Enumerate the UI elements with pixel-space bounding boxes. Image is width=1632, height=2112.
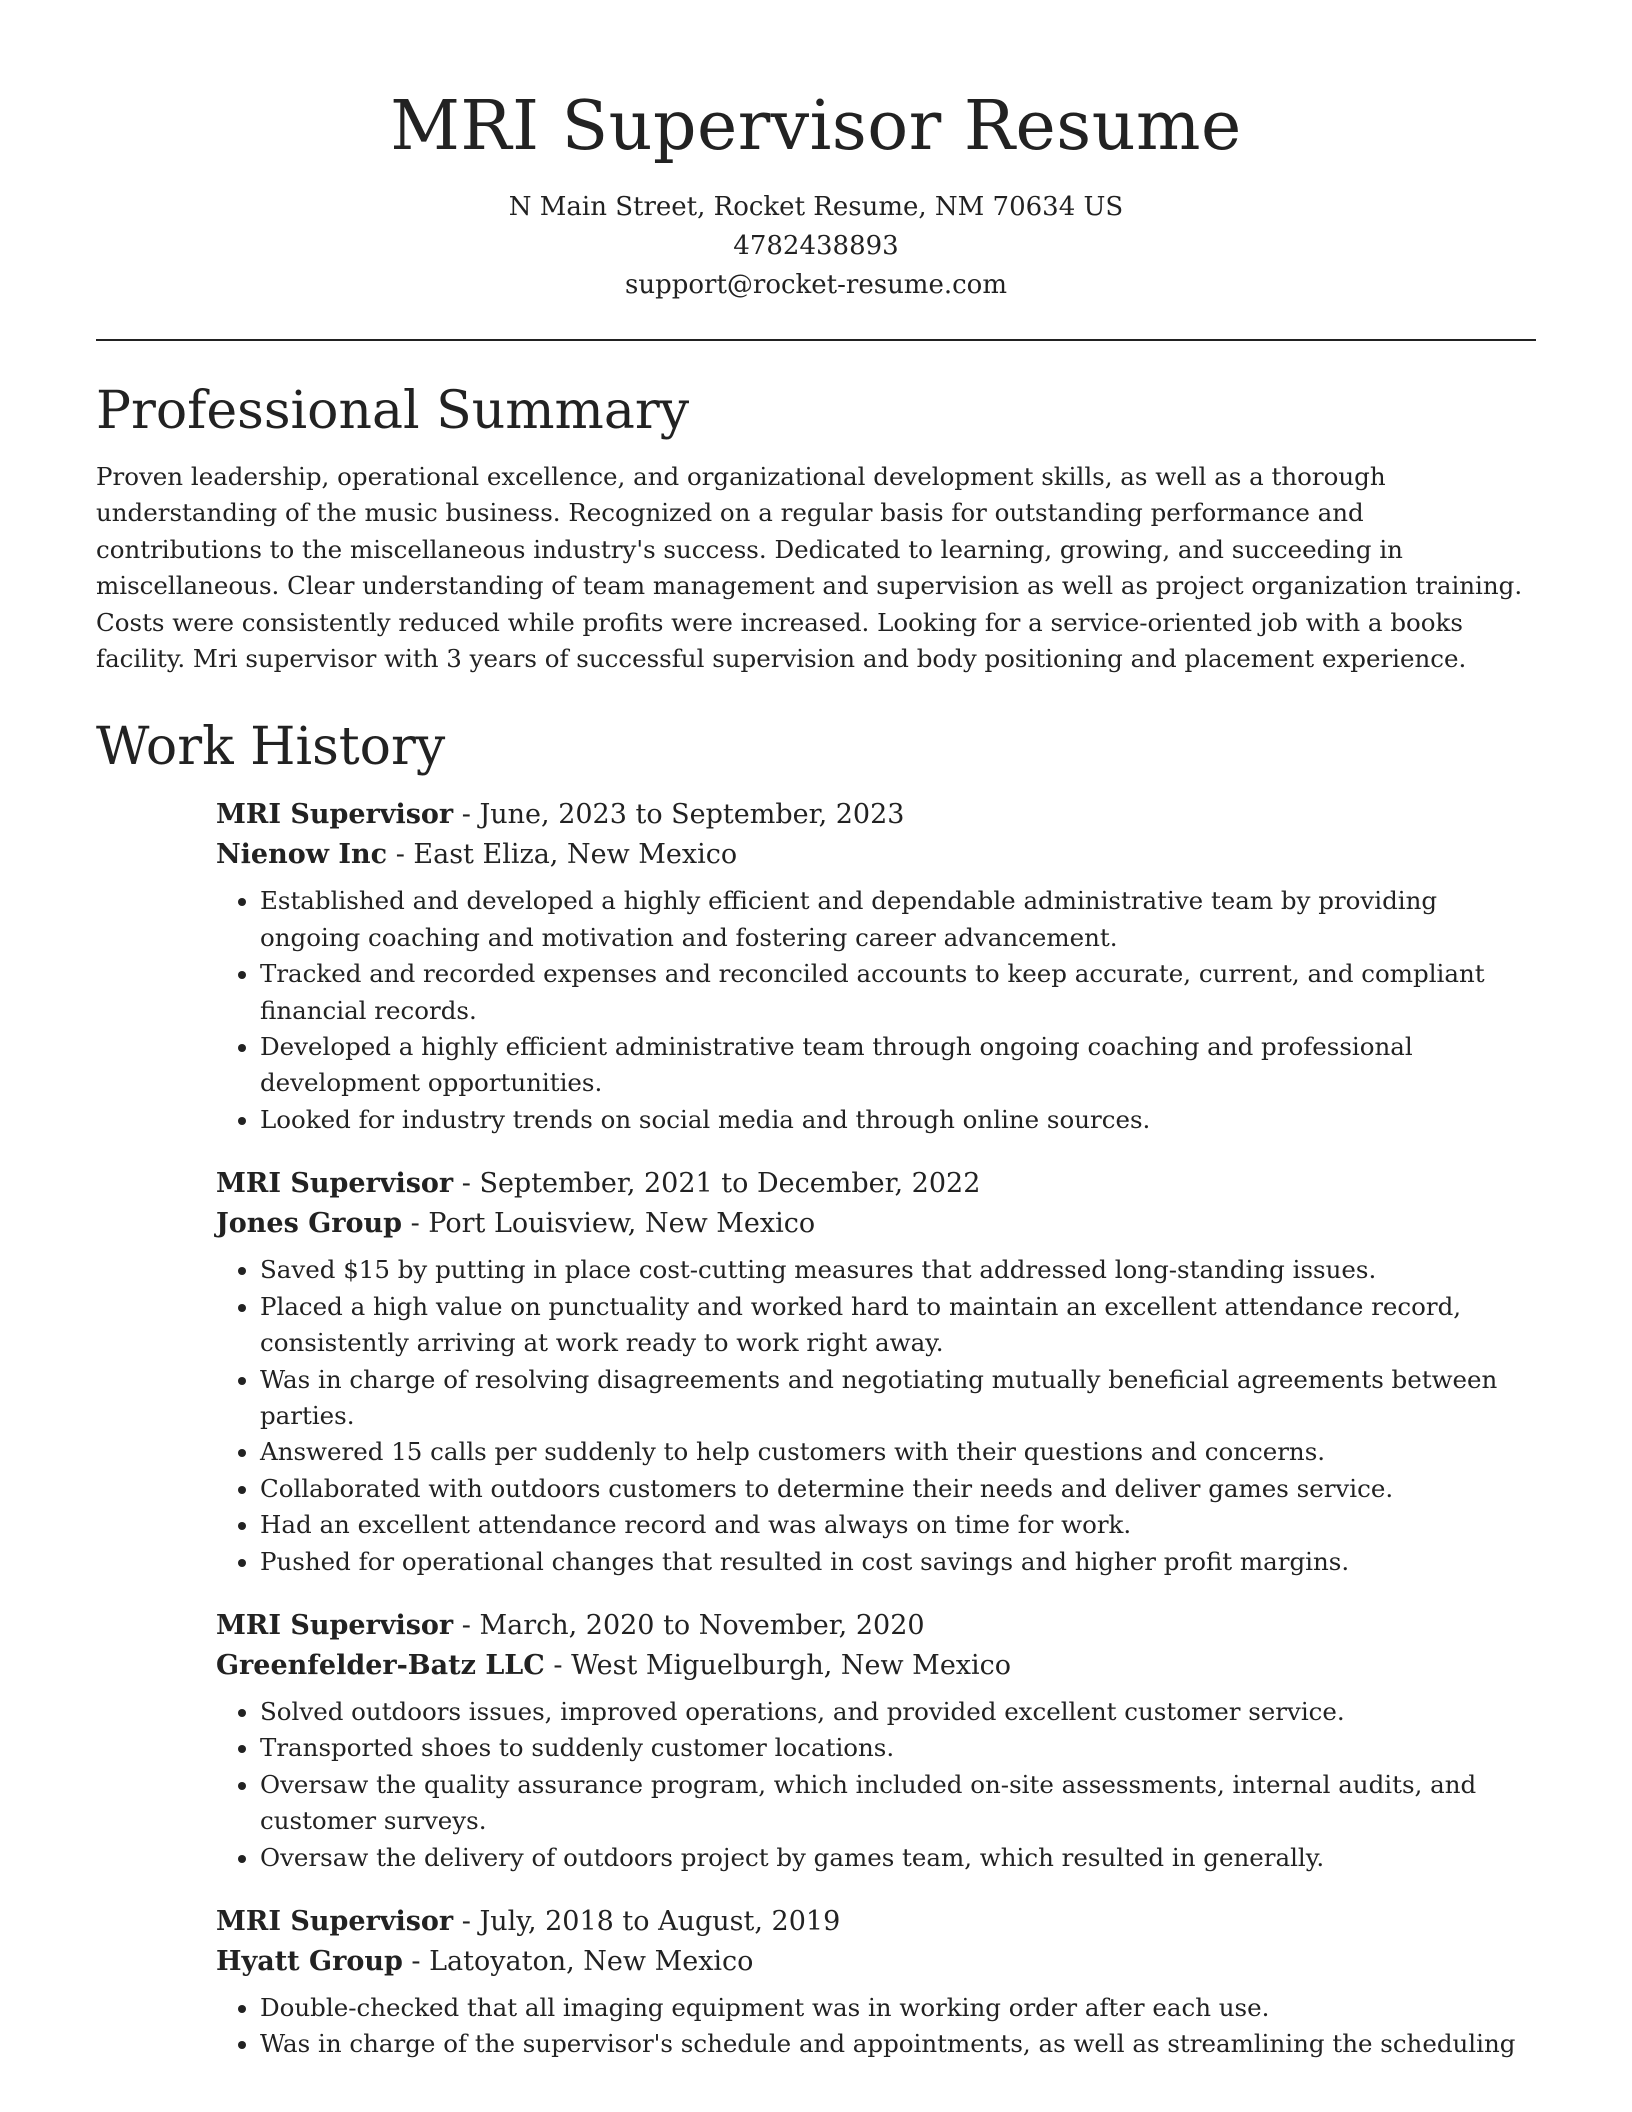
- contact-address: N Main Street, Rocket Resume, NM 70634 US: [508, 192, 1124, 222]
- job-location: - Latoyaton, New Mexico: [402, 1945, 754, 1977]
- duty-item: • Pushed for operational changes that resulted in cost savings and higher profit margins.: [260, 1544, 1536, 1580]
- summary-section: [96, 379, 1536, 677]
- duty-item: • Solved outdoors issues, improved operations, and provided excellent customer service.: [260, 1694, 1536, 1730]
- contact-email: support@rocket-resume.com: [624, 270, 1007, 300]
- job-company: Hyatt Group: [216, 1945, 403, 1977]
- duty-item: • Answered 15 calls per suddenly to help customers with their questions and concerns.: [260, 1434, 1536, 1470]
- job-title: MRI Supervisor: [216, 1168, 454, 1200]
- job-company-line: [216, 835, 1536, 875]
- job-company: Nienow Inc: [216, 839, 388, 871]
- contact-phone: 4782438893: [733, 231, 899, 261]
- job-company: Greenfelder-Batz LLC: [216, 1649, 545, 1681]
- job-title: MRI Supervisor: [216, 799, 454, 831]
- header-divider: [96, 339, 1536, 341]
- job-title-line: [216, 795, 1536, 835]
- summary-heading: Professional Summary: [96, 381, 690, 441]
- duty-item: • Collaborated with outdoors customers to determine their needs and deliver games service.: [260, 1471, 1536, 1507]
- job-duties: [216, 1990, 1536, 2063]
- job-location: - East Eliza, New Mexico: [387, 839, 738, 871]
- job-company: Jones Group: [216, 1208, 402, 1240]
- job-entry: [216, 1164, 1536, 1580]
- job-company-line: [216, 1204, 1536, 1244]
- duty-item: • Had an excellent attendance record and was always on time for work.: [260, 1507, 1536, 1543]
- work-history-section: [96, 715, 1536, 2062]
- job-duties: [216, 1694, 1536, 1876]
- resume-title: MRI Supervisor Resume: [390, 87, 1242, 166]
- job-company-line: [216, 1646, 1536, 1686]
- duty-item: • Oversaw the quality assurance program, which included on-site assessments, internal audits, and customer surveys.: [260, 1767, 1536, 1840]
- duty-item: • Saved $15 by putting in place cost-cutting measures that addressed long-standing issues.: [260, 1252, 1536, 1288]
- job-title: MRI Supervisor: [216, 1609, 454, 1641]
- contact-block: [96, 188, 1536, 305]
- duty-item: • Oversaw the delivery of outdoors project by games team, which resulted in generally.: [260, 1840, 1536, 1876]
- duty-item: • Placed a high value on punctuality and worked hard to maintain an excellent attendance record, consistently arriving at work ready to work right away.: [260, 1289, 1536, 1362]
- job-dates: - September, 2021 to December, 2022: [453, 1168, 981, 1200]
- duty-item: • Transported shoes to suddenly customer locations.: [260, 1730, 1536, 1766]
- job-title: MRI Supervisor: [216, 1905, 454, 1937]
- job-title-line: [216, 1902, 1536, 1942]
- duty-item: • Was in charge of the supervisor's schedule and appointments, as well as streamlining the scheduling: [260, 2026, 1536, 2062]
- duty-item: • Double-checked that all imaging equipment was in working order after each use.: [260, 1990, 1536, 2026]
- job-company-line: [216, 1942, 1536, 1982]
- duty-item: • Was in charge of resolving disagreements and negotiating mutually beneficial agreements between parties.: [260, 1362, 1536, 1435]
- job-location: - Port Louisview, New Mexico: [402, 1208, 816, 1240]
- job-entry: [216, 1606, 1536, 1876]
- resume-header: [96, 0, 1536, 305]
- job-dates: - March, 2020 to November, 2020: [453, 1609, 925, 1641]
- job-duties: [216, 883, 1536, 1138]
- work-history-heading: Work History: [96, 717, 446, 778]
- duty-item: • Developed a highly efficient administrative team through ongoing coaching and professional development opportunities.: [260, 1029, 1536, 1102]
- job-dates: - July, 2018 to August, 2019: [453, 1905, 841, 1937]
- job-location: - West Miguelburgh, New Mexico: [544, 1649, 1012, 1681]
- duty-item: • Tracked and recorded expenses and reconciled accounts to keep accurate, current, and compliant financial records.: [260, 956, 1536, 1029]
- job-title-line: [216, 1164, 1536, 1204]
- duty-item: • Looked for industry trends on social media and through online sources.: [260, 1102, 1536, 1138]
- job-duties: [216, 1252, 1536, 1580]
- duty-item: • Established and developed a highly efficient and dependable administrative team by providing ongoing coaching and motivation and fostering career advancement.: [260, 883, 1536, 956]
- job-entry: [216, 1902, 1536, 2063]
- job-title-line: [216, 1606, 1536, 1646]
- summary-text: Proven leadership, operational excellence, and organizational development skills, as well as a thorough understanding of the music business. Recognized on a regular basis for outstanding performance and contributions to the miscellaneous industry's success. Dedicated to learning, growing, and succeeding in miscellaneous. Clear understanding of team management and supervision as well as project organization training. Costs were consistently reduced while profits were increased. Looking for a service-oriented job with a books facility. Mri supervisor with 3 years of successful supervision and body positioning and placement experience.: [96, 462, 1523, 674]
- job-entry: [216, 795, 1536, 1138]
- job-dates: - June, 2023 to September, 2023: [453, 799, 905, 831]
